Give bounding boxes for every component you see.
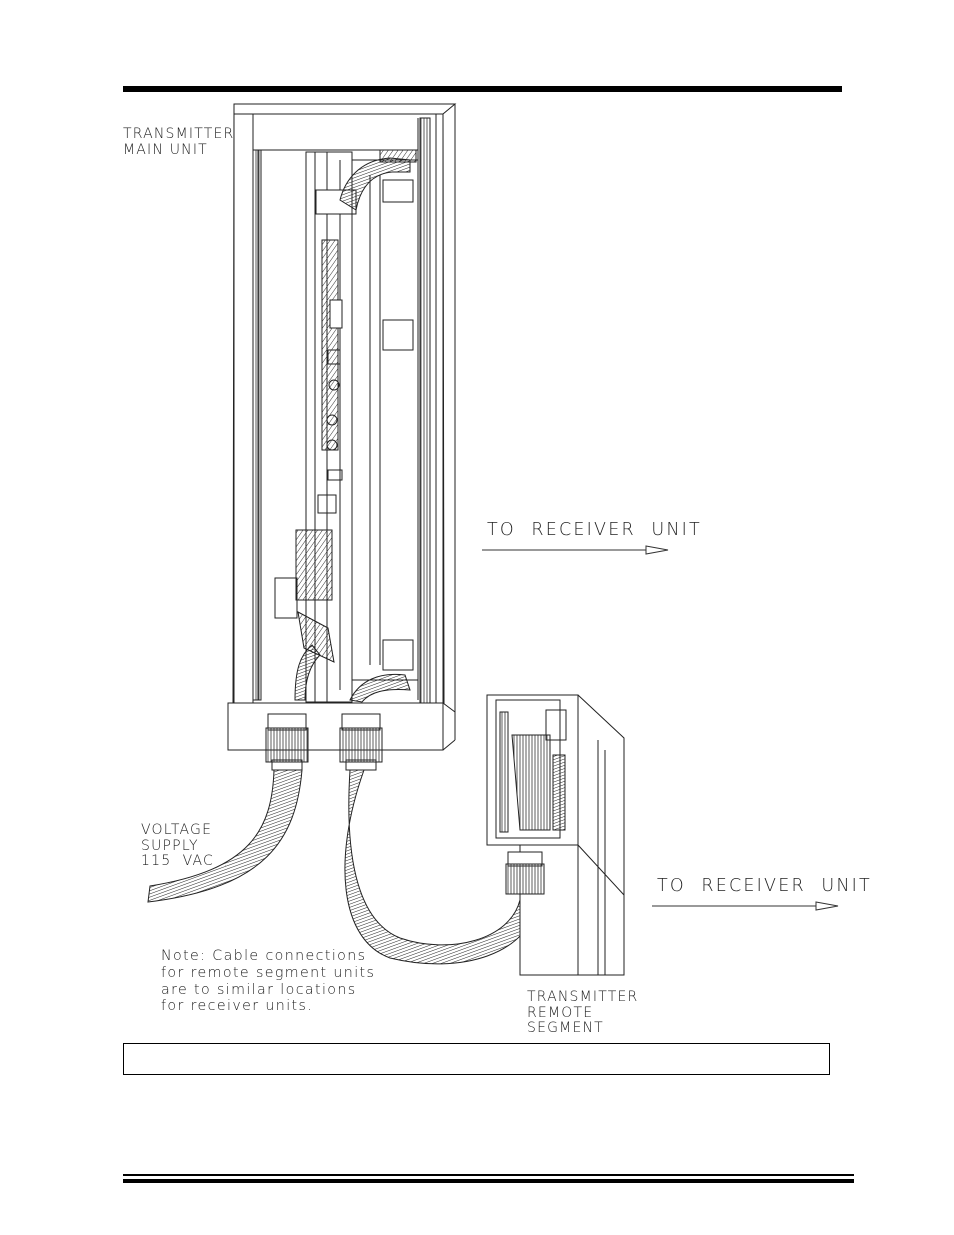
to-receiver-unit-label-remote: TO RECEIVER UNIT — [657, 876, 872, 896]
figure-caption-box — [123, 1043, 830, 1075]
bottom-rule-thick — [123, 1179, 854, 1183]
voltage-supply-label: VOLTAGE SUPPLY 115 VAC — [141, 822, 215, 870]
transmitter-main-unit-label: TRANSMITTER MAIN UNIT — [123, 126, 235, 158]
transmitter-main-unit — [228, 104, 455, 770]
to-receiver-unit-label: TO RECEIVER UNIT — [487, 520, 702, 540]
cable-connection-note: Note: Cable connections for remote segment units are to similar locations for receiver units. — [161, 948, 376, 1015]
arrow-right-icon — [652, 902, 838, 910]
transmitter-remote-segment-label: TRANSMITTER REMOTE SEGMENT — [527, 989, 639, 1037]
arrow-right-icon — [482, 546, 668, 554]
power-cable-gland — [266, 714, 308, 770]
signal-cable-gland — [340, 714, 382, 770]
bottom-plate — [228, 703, 443, 750]
transformer — [296, 530, 332, 600]
bottom-rule-thin — [123, 1174, 854, 1176]
